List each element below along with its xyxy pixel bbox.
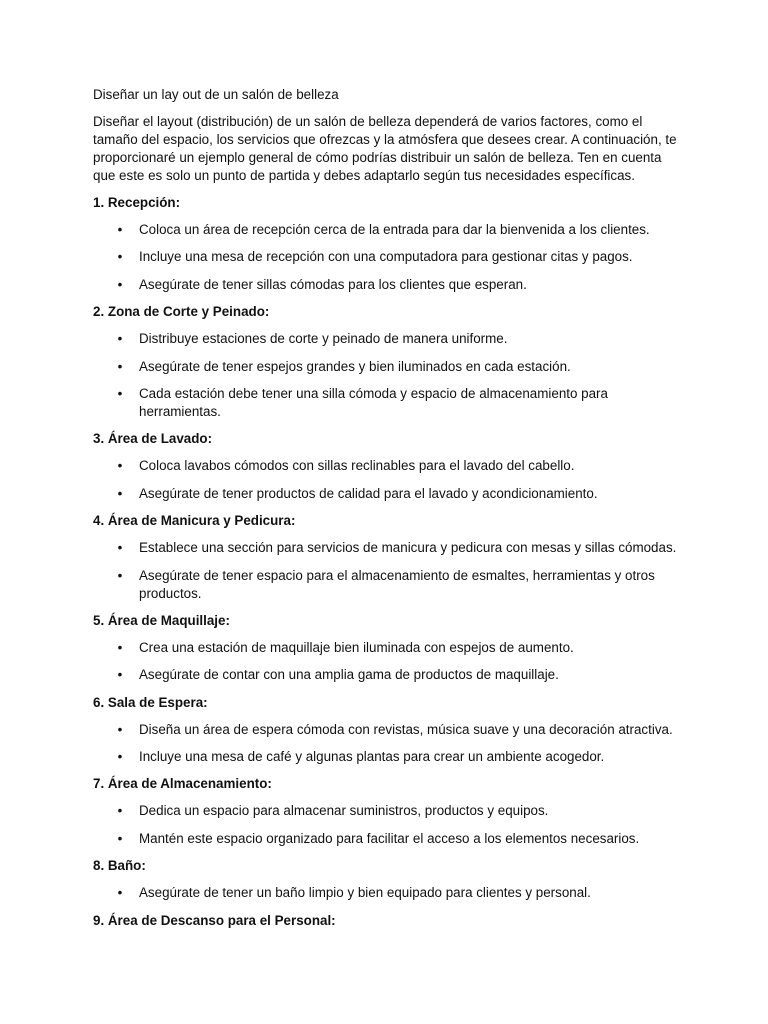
list-item-text: Coloca un área de recepción cerca de la entrada para dar la bienvenida a los clientes. — [139, 222, 650, 237]
list-item-text: Incluye una mesa de café y algunas plantas para crear un ambiente acogedor. — [139, 749, 605, 765]
list-item — [93, 358, 683, 376]
section-heading: 4. Área de Manicura y Pedicura: — [93, 513, 296, 529]
list-item-text: Asegúrate de tener espejos grandes y bien iluminados en cada estación. — [139, 358, 571, 374]
list-item — [93, 884, 683, 902]
section-heading: 5. Área de Maquillaje: — [93, 612, 230, 628]
list-item — [93, 721, 683, 739]
bullet-icon: • — [117, 803, 123, 819]
list-item — [93, 221, 683, 239]
bullet-list — [93, 221, 683, 294]
list-item — [93, 457, 683, 475]
list-item — [93, 539, 683, 557]
section-6 — [93, 694, 683, 766]
list-item — [93, 830, 683, 848]
bullet-icon: • — [117, 667, 123, 683]
section-2 — [93, 303, 683, 421]
bullet-list — [93, 539, 683, 602]
list-item — [93, 330, 683, 348]
list-item-text: Asegúrate de contar con una amplia gama de productos de maquillaje. — [139, 667, 559, 683]
section-heading: 2. Zona de Corte y Peinado: — [93, 304, 270, 320]
list-item-text: Establece una sección para servicios de manicura y pedicura con mesas y sillas cómodas. — [139, 540, 677, 556]
list-item — [93, 385, 683, 421]
intro-paragraph: Diseñar el layout (distribución) de un salón de belleza dependerá de varios factores, como el tamaño del espacio, los servicios que ofrezcas y la atmósfera que desees crear. A continuación, te proporcionaré un ejemplo general de cómo podrías distribuir un salón de belleza. Ten en cuenta que este es solo un punto de partida y debes adaptarlo según tus necesidades específicas. — [93, 114, 677, 183]
bullet-icon: • — [117, 749, 123, 765]
section-7 — [93, 775, 683, 847]
bullet-icon: • — [117, 222, 123, 237]
section-1 — [93, 194, 683, 294]
bullet-icon: • — [117, 639, 123, 655]
section-8 — [93, 857, 683, 902]
bullet-icon: • — [117, 485, 123, 501]
list-item-text: Coloca lavabos cómodos con sillas reclinables para el lavado del cabello. — [139, 458, 575, 474]
list-item-text: Asegúrate de tener productos de calidad para el lavado y acondicionamiento. — [139, 485, 598, 501]
bullet-list — [93, 721, 683, 766]
bullet-icon: • — [117, 830, 123, 846]
document-page — [93, 86, 683, 939]
section-4 — [93, 512, 683, 602]
bullet-icon: • — [117, 721, 123, 737]
list-item-text: Asegúrate de tener sillas cómodas para los clientes que esperan. — [139, 276, 527, 292]
section-heading: 3. Área de Lavado: — [93, 431, 213, 447]
list-item — [93, 666, 683, 684]
list-item — [93, 748, 683, 766]
section-heading: 1. Recepción: — [93, 195, 181, 210]
bullet-icon: • — [117, 385, 123, 401]
list-item-text: Mantén este espacio organizado para facilitar el acceso a los elementos necesarios. — [139, 830, 640, 846]
bullet-list — [93, 884, 683, 902]
bullet-icon: • — [117, 458, 123, 474]
bullet-list — [93, 457, 683, 502]
list-item — [93, 567, 683, 603]
section-heading: 6. Sala de Espera: — [93, 694, 208, 710]
list-item — [93, 248, 683, 266]
bullet-list — [93, 639, 683, 684]
list-item-text: Incluye una mesa de recepción con una computadora para gestionar citas y pagos. — [139, 249, 633, 265]
list-item-text: Distribuye estaciones de corte y peinado de manera uniforme. — [139, 331, 508, 347]
list-item-text: Crea una estación de maquillaje bien iluminada con espejos de aumento. — [139, 639, 574, 655]
list-item — [93, 276, 683, 294]
bullet-icon: • — [117, 249, 123, 265]
bullet-icon: • — [117, 331, 123, 347]
section-heading: 9. Área de Descanso para el Personal: — [93, 912, 336, 928]
list-item-text: Cada estación debe tener una silla cómoda y espacio de almacenamiento para herramientas. — [139, 385, 608, 419]
list-item — [93, 485, 683, 503]
bullet-list — [93, 802, 683, 847]
list-item — [93, 802, 683, 820]
list-item-text: Asegúrate de tener un baño limpio y bien equipado para clientes y personal. — [139, 885, 591, 901]
bullet-icon: • — [117, 358, 123, 374]
section-3 — [93, 430, 683, 502]
section-heading: 8. Baño: — [93, 858, 146, 874]
list-item-text: Dedica un espacio para almacenar suministros, productos y equipos. — [139, 803, 549, 819]
list-item — [93, 639, 683, 657]
section-heading: 7. Área de Almacenamiento: — [93, 776, 272, 792]
section-5 — [93, 612, 683, 684]
bullet-list — [93, 330, 683, 421]
bullet-icon: • — [117, 885, 123, 901]
bullet-icon: • — [117, 540, 123, 556]
bullet-icon: • — [117, 567, 123, 583]
list-item-text: Diseña un área de espera cómoda con revistas, música suave y una decoración atractiva. — [139, 721, 673, 737]
document-title: Diseñar un lay out de un salón de belleza — [93, 87, 339, 102]
bullet-icon: • — [117, 276, 123, 292]
section-9 — [93, 912, 683, 930]
sections-container — [93, 194, 683, 930]
list-item-text: Asegúrate de tener espacio para el almacenamiento de esmaltes, herramientas y otros productos. — [139, 567, 655, 601]
